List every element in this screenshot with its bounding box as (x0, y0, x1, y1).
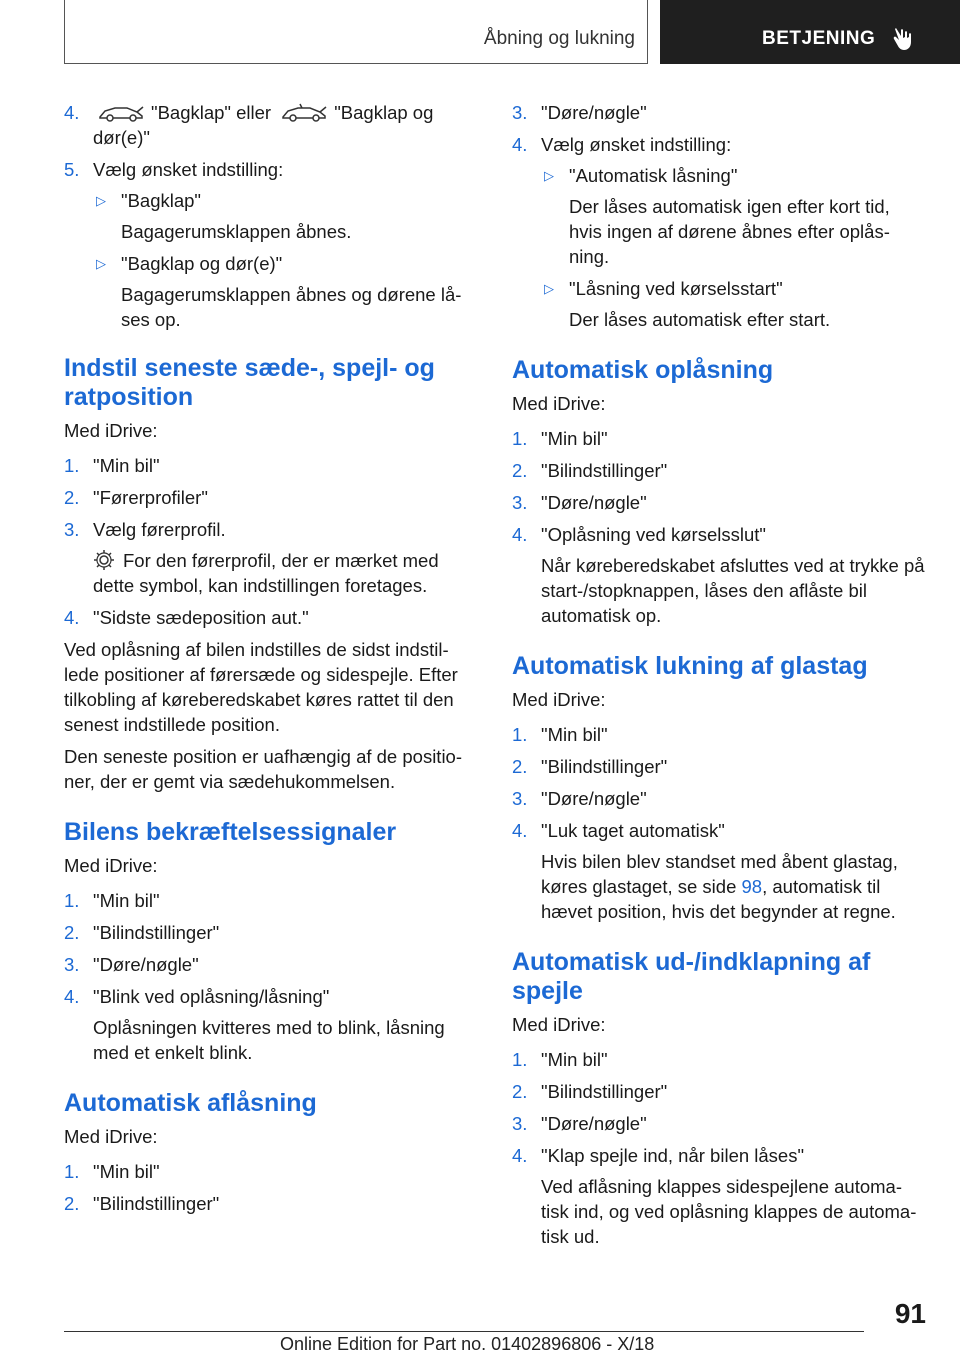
list-item-text: "Oplåsning ved kørselsslut" (541, 524, 766, 545)
list-number: 4. (512, 1145, 528, 1166)
description-text: Hvis bilen blev standset med åbent glastag, køres glastaget, se side (541, 851, 898, 897)
list-number: 4. (512, 524, 528, 545)
car-tailgate-icon (97, 103, 145, 123)
list-number: 3. (512, 102, 528, 123)
section-lead: Med iDrive: (64, 420, 158, 441)
page-number: 91 (894, 1298, 926, 1329)
section-heading: Automatisk ud-/indklapning af spejle (512, 948, 871, 1005)
list-item-text: Vælg ønsket indstilling: (541, 134, 732, 155)
list-number: 4. (512, 820, 528, 841)
page-reference-link[interactable]: 98 (741, 876, 763, 897)
section-heading: Indstil seneste sæde-, spejl- og ratposition (64, 354, 435, 411)
section-lead: Med iDrive: (512, 689, 606, 710)
list-item-text: "Bilindstillinger" (93, 922, 220, 943)
list-item-description: Oplåsningen kvitteres med to blink, låsning med et enkelt blink. (93, 1017, 445, 1063)
list-number: 2. (64, 487, 80, 508)
header-chapter-title: BETJENING (762, 28, 876, 49)
list-item-text: "Døre/nøgle" (541, 102, 647, 123)
list-item-text: "Min bil" (93, 455, 160, 476)
option-title: "Bagklap" (121, 190, 201, 211)
list-item (512, 1079, 926, 1104)
list-item (64, 1191, 478, 1216)
list-item-text: "Min bil" (541, 1049, 608, 1070)
list-number: 4. (64, 102, 80, 123)
list-item-text: "Førerprofiler" (93, 487, 208, 508)
list-item-text: "Bilindstillinger" (541, 460, 668, 481)
list-number: 1. (512, 724, 528, 745)
list-number: 1. (64, 890, 80, 911)
section-lead: Med iDrive: (64, 1126, 158, 1147)
pointing-hand-icon (892, 26, 916, 52)
section-heading: Bilens bekræftelsessignaler (64, 818, 397, 846)
section-lead: Med iDrive: (512, 393, 606, 414)
list-item-text: "Døre/nøgle" (541, 492, 647, 513)
list-item-text: "Klap spejle ind, når bilen låses" (541, 1145, 805, 1166)
list-item-text: "Min bil" (93, 1161, 160, 1182)
list-item (64, 888, 478, 913)
option-title: "Bagklap og dør(e)" (121, 253, 283, 274)
body-paragraph: Ved oplåsning af bilen indstilles de sidst indstil-lede positioner af førersæde og sidespejle. Efter tilkobling af køreberedskabet køres rattet til den senest indstillede position. (64, 639, 458, 735)
option-item (541, 276, 926, 332)
list-item (512, 458, 926, 483)
option-title: "Automatisk låsning" (569, 165, 738, 186)
list-item (512, 754, 926, 779)
list-item (512, 786, 926, 811)
list-item-text: Vælg ønsket indstilling: (93, 159, 284, 180)
list-item (64, 485, 478, 510)
list-number: 4. (64, 986, 80, 1007)
list-item (512, 722, 926, 747)
option-item (541, 163, 926, 269)
left-column (64, 100, 478, 1223)
section-heading: Automatisk lukning af glastag (512, 652, 868, 680)
list-item (64, 453, 478, 478)
list-number: 3. (512, 492, 528, 513)
list-number: 3. (512, 788, 528, 809)
list-item (64, 1159, 478, 1184)
note-text: For den førerprofil, der er mærket med dette symbol, kan indstillingen foretages. (93, 550, 439, 596)
list-number: 2. (512, 1081, 528, 1102)
list-item-description (541, 849, 926, 924)
list-number: 2. (64, 1193, 80, 1214)
list-item (512, 100, 926, 125)
option-description: Der låses automatisk igen efter kort tid, hvis ingen af dørene åbnes efter oplås-ning. (569, 196, 890, 267)
list-item-note (93, 548, 478, 598)
list-number: 4. (64, 607, 80, 628)
list-item (512, 1111, 926, 1136)
list-number: 3. (64, 954, 80, 975)
list-number: 1. (512, 428, 528, 449)
list-item (64, 920, 478, 945)
list-number: 4. (512, 134, 528, 155)
list-number: 2. (512, 460, 528, 481)
list-item (512, 1047, 926, 1072)
list-item (512, 490, 926, 515)
header-section-title: Åbning og lukning (483, 28, 635, 49)
triangle-bullet-icon: ▷ (544, 281, 554, 296)
list-item-text: "Bagklap og dør(e)" (93, 102, 434, 148)
list-item-text: "Blink ved oplåsning/låsning" (93, 986, 330, 1007)
list-item (512, 426, 926, 451)
triangle-bullet-icon: ▷ (544, 168, 554, 183)
description-text: , automatisk til hævet position, hvis det begynder at regne. (541, 876, 896, 922)
settings-gear-icon (93, 549, 115, 571)
option-item (93, 188, 478, 244)
list-number: 3. (512, 1113, 528, 1134)
section-heading: Automatisk oplåsning (512, 356, 774, 384)
list-number: 3. (64, 519, 80, 540)
list-item (512, 818, 926, 924)
list-item (512, 1143, 926, 1249)
section-heading: Automatisk aflåsning (64, 1089, 317, 1117)
list-item (64, 605, 478, 630)
list-item-text: "Bilindstillinger" (541, 1081, 668, 1102)
list-item-text: "Bilindstillinger" (93, 1193, 220, 1214)
list-item (64, 517, 478, 598)
option-title: "Låsning ved kørselsstart" (569, 278, 783, 299)
footer-edition: Online Edition for Part no. 01402896806 - X/18 (280, 1334, 655, 1354)
triangle-bullet-icon: ▷ (96, 193, 106, 208)
list-number: 2. (512, 756, 528, 777)
triangle-bullet-icon: ▷ (96, 256, 106, 271)
list-number: 1. (512, 1049, 528, 1070)
list-item (64, 157, 478, 332)
list-number: 2. (64, 922, 80, 943)
list-item (512, 132, 926, 332)
option-item (93, 251, 478, 332)
car-tailgate-doors-icon (280, 103, 328, 123)
list-item-text: "Døre/nøgle" (541, 1113, 647, 1134)
list-item-text: "Sidste sædeposition aut." (93, 607, 309, 628)
right-column (512, 100, 926, 1256)
list-number: 1. (64, 455, 80, 476)
list-item-text: "Min bil" (93, 890, 160, 911)
section-lead: Med iDrive: (64, 855, 158, 876)
list-item-text: "Min bil" (541, 724, 608, 745)
header-chapter-tab (660, 0, 960, 64)
list-item-description: Når køreberedskabet afsluttes ved at trykke på start-/stopknappen, låses den aflåste bil automatisk op. (541, 555, 925, 626)
list-item-text: "Døre/nøgle" (93, 954, 199, 975)
list-item-text: "Luk taget automatisk" (541, 820, 725, 841)
list-number: 1. (64, 1161, 80, 1182)
list-item (64, 952, 478, 977)
list-item-text: "Bilindstillinger" (541, 756, 668, 777)
list-item-text: "Min bil" (541, 428, 608, 449)
option-description: Bagagerumsklappen åbnes og dørene lå-ses op. (121, 284, 462, 330)
list-item-description: Ved aflåsning klappes sidespejlene automa-tisk ind, og ved oplåsning klappes de automa-tisk ud. (541, 1176, 917, 1247)
option-description: Der låses automatisk efter start. (569, 309, 831, 330)
body-paragraph: Den seneste position er uafhængig af de positio-ner, der er gemt via sædehukommelsen. (64, 746, 463, 792)
list-item-text: Vælg førerprofil. (93, 519, 226, 540)
list-number: 5. (64, 159, 80, 180)
list-item (512, 522, 926, 628)
section-lead: Med iDrive: (512, 1014, 606, 1035)
footer-divider (64, 1331, 864, 1332)
list-item-text: "Døre/nøgle" (541, 788, 647, 809)
option-description: Bagagerumsklappen åbnes. (121, 221, 352, 242)
list-item (64, 984, 478, 1065)
list-item (64, 100, 478, 150)
list-item-text: "Bagklap" eller (151, 102, 272, 123)
